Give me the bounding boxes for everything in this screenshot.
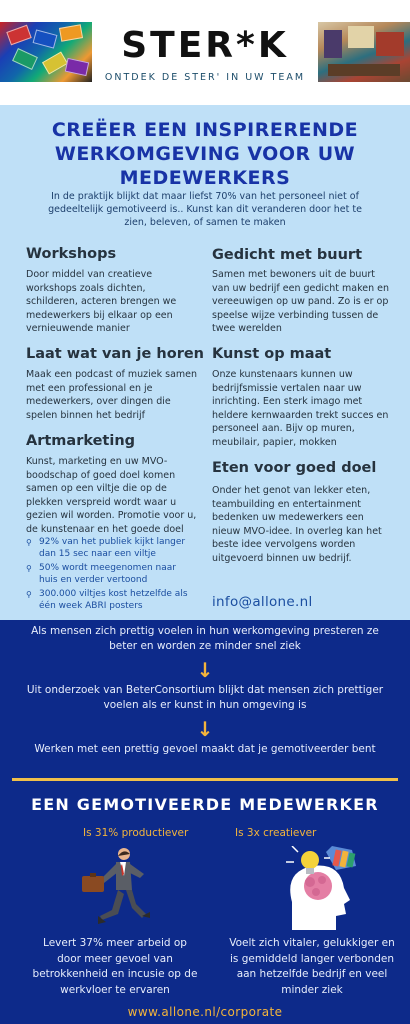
location-pin-icon: ⚲ — [26, 590, 32, 599]
email-link[interactable]: info@allone.nl — [212, 594, 313, 610]
artmarketing-bullets — [26, 536, 196, 614]
artmarketing-text: Kunst, marketing en uw MVO-boodschap of goed doel komen samen op een viltje die op de plekken verspreid wordt waar u gezien wil worden. Promotie voor u, de kunstenaar en het goede doel — [26, 456, 197, 535]
tagline: ONTDEK DE STER' IN UW TEAM — [104, 72, 306, 83]
creativity-description: Voelt zich vitaler, gelukkiger en is gemiddeld langer verbonden aan hetzelfde bedrijf en veel minder ziek — [229, 937, 395, 996]
artmarketing-title: Artmarketing — [26, 433, 136, 449]
header-photo-right — [318, 22, 410, 82]
creative-brain-icon — [280, 846, 364, 936]
running-businessman-icon — [72, 846, 158, 936]
flow-step-3: Werken met een prettig gevoel maakt dat je gemotiveerder bent — [34, 743, 376, 755]
flow-step-2: Uit onderzoek van BeterConsortium blijkt dat mensen zich prettiger voelen als er kunst in hun omgeving is — [26, 684, 384, 711]
intro-text: In de praktijk blijkt dat maar liefst 70% van het personeel niet of gedeeltelijk gemotiveerd is.. Kunst kan dit veranderen door het te zien, beleven, of samen te maken — [48, 191, 362, 228]
page-title: CREËER EEN INSPIRERENDE WERKOMGEVING VOOR UW MEDEWERKERS — [51, 119, 359, 189]
kunst-text: Onze kunstenaars kunnen uw bedrijfsmissie vertalen naar uw inrichting. Een sterk imago met heldere kernwaarden trekt succes en personeel aan. Bijv op muren, meubilair, papier, mokken — [212, 369, 389, 448]
list-item: ⚲ 92% van het publiek kijkt langer dan 15 sec naar een viltje — [26, 537, 186, 559]
horen-title: Laat wat van je horen — [26, 346, 205, 362]
kunst-title: Kunst op maat — [212, 346, 332, 362]
workshops-text: Door middel van creatieve workshops zoals dichten, schilderen, acteren brengen we medewerkers bij elkaar op een vernieuwende manier — [26, 269, 177, 335]
location-pin-icon: ⚲ — [26, 538, 32, 547]
creativity-stat: Is 3x creatiever — [235, 827, 317, 839]
list-item: ⚲ 50% wordt meegenomen naar huis en verder vertoond — [26, 563, 176, 585]
arrow-down-icon: ↓ — [196, 658, 214, 682]
header — [0, 0, 410, 105]
divider — [12, 778, 398, 781]
productivity-description: Levert 37% meer arbeid op door meer gevoel van betrokkenheid en incusie op de werkvloer te ervaren — [32, 937, 198, 996]
brand-logo: STER*K — [121, 25, 289, 66]
flow-step-1: Als mensen zich prettig voelen in hun werkomgeving presteren ze beter en worden ze minder snel ziek — [31, 625, 379, 652]
productivity-stat: Is 31% productiever — [83, 827, 189, 839]
location-pin-icon: ⚲ — [26, 564, 32, 573]
gedicht-text: Samen met bewoners uit de buurt van uw bedrijf een gedicht maken en vereeuwigen op uw pand. Zo is er op speelse wijze verbinding tussen de twee werelden — [212, 269, 390, 335]
eten-title: Eten voor goed doel — [212, 460, 377, 476]
gedicht-title: Gedicht met buurt — [212, 247, 363, 263]
motivated-title: EEN GEMOTIVEERDE MEDEWERKER — [31, 795, 379, 814]
website-link[interactable]: www.allone.nl/corporate — [127, 1005, 283, 1019]
list-item: ⚲ 300.000 viltjes kost hetzelfde als één week ABRI posters — [26, 589, 188, 611]
arrow-down-icon: ↓ — [196, 717, 214, 741]
horen-text: Maak een podcast of muziek samen met een professional en je medewerkers, over dingen die spelen binnen het bedrijf — [26, 369, 198, 421]
eten-text: Onder het genot van lekker eten, teambuilding en entertainment bedenken uw medewerkers een nieuw MVO-idee. In overleg kan het beste idee vervolgens worden uitgevoerd binnen uw bedrijf. — [212, 485, 382, 564]
workshops-title: Workshops — [26, 246, 117, 262]
